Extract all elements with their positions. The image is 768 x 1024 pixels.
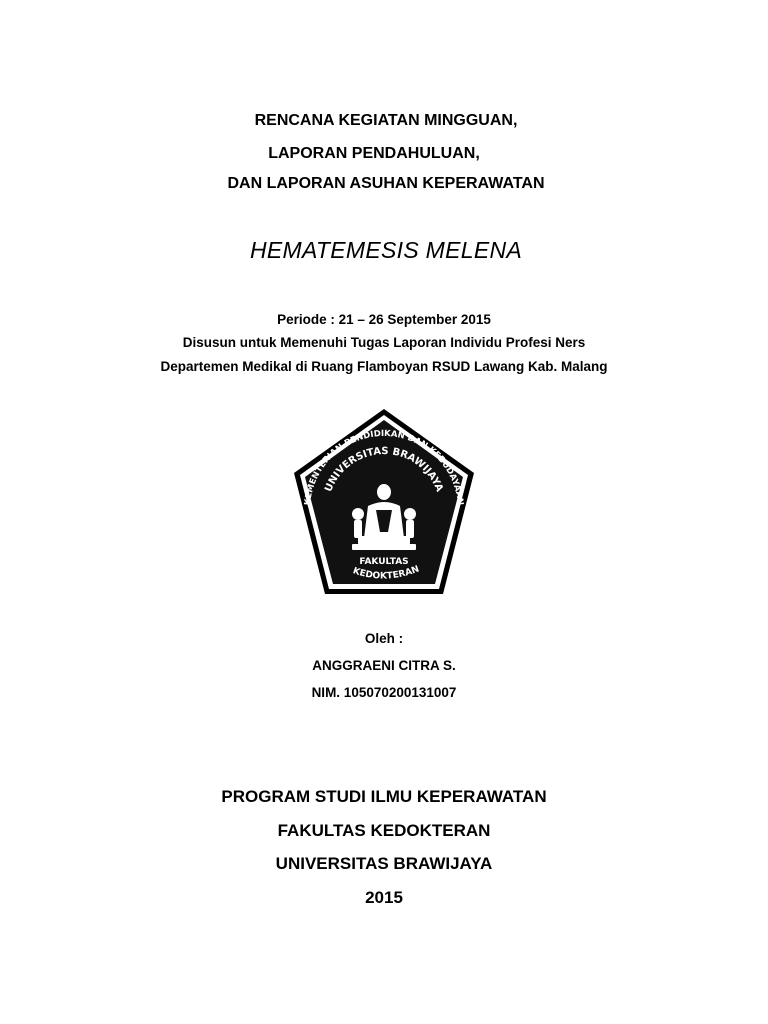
by-label: Oleh :	[364, 631, 404, 646]
period-line: Periode : 21 – 26 September 2015	[277, 312, 491, 327]
author-nim: NIM. 105070200131007	[311, 685, 457, 700]
purpose-line: Disusun untuk Memenuhi Tugas Laporan Individu Profesi Ners	[182, 335, 586, 350]
title-line-1: RENCANA KEGIATAN MINGGUAN,	[254, 112, 518, 129]
footer-university: UNIVERSITAS BRAWIJAYA	[275, 854, 493, 873]
university-logo	[288, 406, 480, 602]
footer-program: PROGRAM STUDI ILMU KEPERAWATAN	[221, 787, 547, 806]
title-line-3: DAN LAPORAN ASUHAN KEPERAWATAN	[227, 175, 545, 192]
title-line-2: LAPORAN PENDAHULUAN,	[268, 145, 480, 162]
logo-faculty-line-1: FAKULTAS	[359, 557, 409, 567]
logo-arc-text: KEMENTERIAN PENDIDIKAN DAN KEBUDAYAAN	[303, 428, 465, 506]
logo-faculty-line-2: KEDOKTERAN	[351, 564, 421, 582]
author-name: ANGGRAENI CITRA S.	[312, 658, 456, 673]
department-line: Departemen Medikal di Ruang Flamboyan RSUD Lawang Kab. Malang	[160, 359, 608, 374]
document-subject: HEMATEMESIS MELENA	[249, 237, 523, 263]
logo-university-text: UNIVERSITAS BRAWIJAYA	[323, 445, 445, 494]
footer-faculty: FAKULTAS KEDOKTERAN	[277, 821, 491, 840]
footer-year: 2015	[365, 888, 403, 907]
